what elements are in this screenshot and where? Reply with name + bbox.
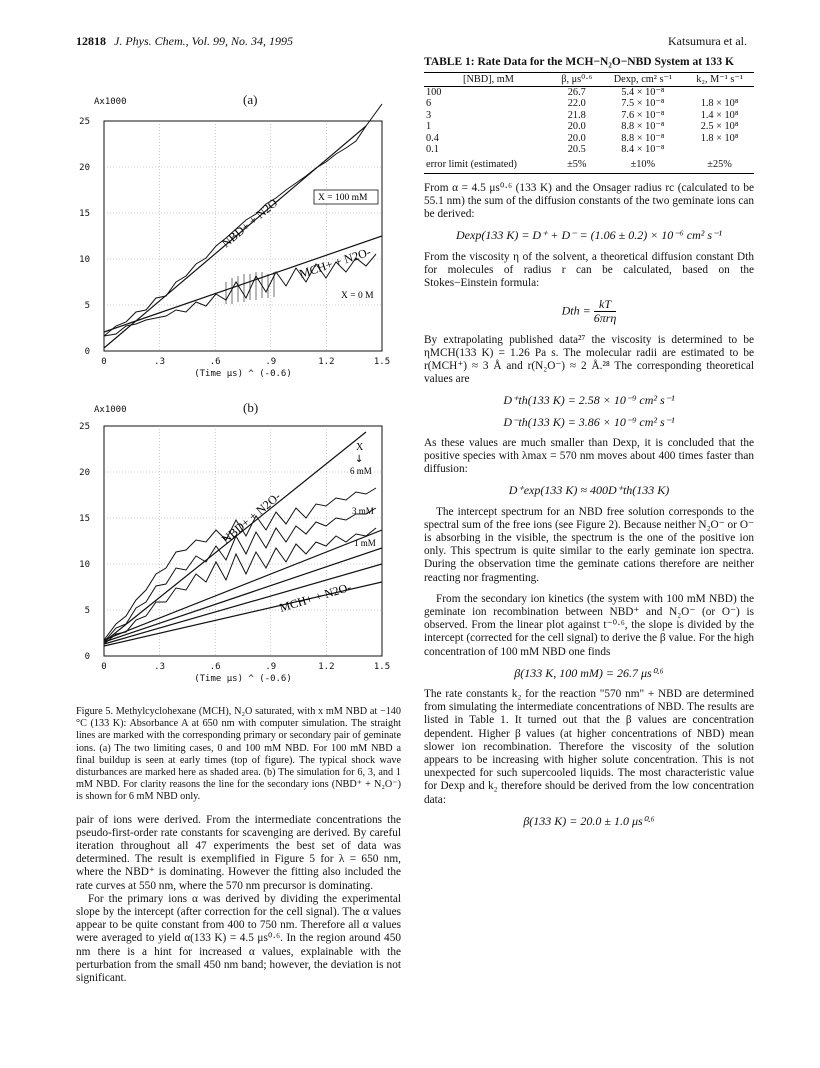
equation: β(133 K, 100 mM) = 26.7 μs⁰·⁶ <box>514 665 664 680</box>
y-tick: 20 <box>79 163 90 173</box>
table-header-row <box>424 72 754 86</box>
panel-b-label: (b) <box>243 402 259 415</box>
panel-a-y-ticks <box>79 117 90 357</box>
annotation-nbd-n2o-b: NBD+ + N2O- <box>218 489 284 547</box>
fraction <box>594 298 617 325</box>
mch-fit-line <box>104 236 382 332</box>
equation-lhs: Dth = <box>561 303 591 318</box>
running-header <box>76 34 293 49</box>
equation: Dexp(133 K) = D⁺ + D⁻ = (1.06 ± 0.2) × 10⁻⁶ cm² s⁻¹ <box>456 228 722 243</box>
table-row <box>424 133 754 144</box>
table-cell: 7.5 × 10⁻⁸ <box>621 98 665 110</box>
table-cell: 0.1 <box>426 143 439 155</box>
annotation-mch-n2o-b: MCH+ + N2O- <box>277 579 353 615</box>
table-cell: 20.0 <box>567 132 586 144</box>
table-cell: 22.0 <box>567 98 586 110</box>
left-column <box>76 86 401 985</box>
x-tick: 1.2 <box>318 357 335 367</box>
table-cell: 6 <box>426 98 432 110</box>
header-authors: Katsumura et al. <box>668 34 747 48</box>
table-cell: 2.5 × 10⁸ <box>700 121 739 133</box>
y-tick: 25 <box>79 422 90 432</box>
panel-b-x-ticks <box>101 662 390 684</box>
y-tick: 20 <box>79 468 90 478</box>
panel-a-x-label: (Time μs) ^ (-0.6) <box>194 369 292 379</box>
rate-data-table <box>424 72 754 174</box>
table-cell: 20.5 <box>567 143 586 155</box>
annotation-nbd-n2o: NBD+ + N2O- <box>218 193 284 251</box>
x-tick: .6 <box>209 662 221 672</box>
x-tick: 1.5 <box>373 662 391 672</box>
panel-b-frame <box>104 426 382 656</box>
annotation-mch-n2o: MCH+ + N2O- <box>297 244 373 281</box>
fraction-numerator: kT <box>594 298 617 312</box>
paragraph: As these values are much smaller than Dexp, it is concluded that the positive species with λmax = 570 nm moves about 400 times faster than diffusion: <box>424 436 754 476</box>
panel-b-x-label: (Time μs) ^ (-0.6) <box>194 674 292 684</box>
figure-panel-a-plot <box>76 86 401 386</box>
page-number: 12818 <box>76 34 106 48</box>
y-tick: 5 <box>84 606 90 616</box>
table-header: β, μs⁰·⁶ <box>553 72 601 86</box>
figure-caption: Figure 5. Methylcyclohexane (MCH), N₂O saturated, with x mM NBD at −140 °C (133 K): Absorbance A at 650 nm with computer simulation. The straight lines are marked with the corresponding primary or secondary pair of geminate ions. (a) The two limiting cases, 0 and 100 mM NBD. For 100 mM NBD a final buildup is seen at early times (top of figure). The typical shock wave disturbances are marked here as shaded area. (b) The simulation for 6, 3, and 1 mM NBD. For clarity reasons the line for the secondary ions (NBD⁺ + N₂O⁻) is shown for 6 mM NBD only. <box>76 706 401 803</box>
annotation-6mM: 6 mM <box>350 466 372 476</box>
table-row <box>424 110 754 121</box>
paragraph: From the viscosity η of the solvent, a theoretical diffusion constant Dth for molecules of radius r can be calculated, based on the Stokes−Einstein formula: <box>424 250 754 289</box>
table-header: Dexp, cm² s⁻¹ <box>601 72 686 86</box>
equation: D⁻th(133 K) = 3.86 × 10⁻⁹ cm² s⁻¹ <box>503 414 675 429</box>
annotation-1mM: 1 mM <box>354 538 376 548</box>
y-tick: 5 <box>84 301 90 311</box>
fit-line-1mM <box>104 564 382 644</box>
paragraph: For the primary ions α was derived by dividing the experimental slope by the intercept (after correction for the cell signal). The α values appear to be quite constant from 400 to 750 nm. Therefore all α values were averaged to yield α(133 K) = 4.5 μs⁰·⁶. In the region around 450 nm there is a hint for increased α values, explainable with the perturbation from the small 450 nm band; however, the deviation is not significant. <box>76 892 401 985</box>
table-cell: ±5% <box>553 155 601 173</box>
table-header: [NBD], mM <box>424 72 553 86</box>
paragraph: By extrapolating published data²⁷ the viscosity is determined to be ηMCH(133 K) = 1.26 Pa s. The molecular radii are estimated to be r(MCH⁺) ≈ 3 Å and r(N₂O⁻) ≈ 2 Å.²⁸ The corresponding theoretical values are <box>424 333 754 386</box>
annotation-3mM: 3 mM <box>352 506 374 516</box>
journal-citation: J. Phys. Chem., Vol. 99, No. 34, 1995 <box>114 34 293 48</box>
table-row <box>424 121 754 132</box>
x-tick: .9 <box>265 662 277 672</box>
y-tick: 0 <box>84 347 90 357</box>
right-column <box>424 56 754 836</box>
paragraph: pair of ions were derived. From the intermediate concentrations the pseudo-first-order rate constants for scavenging are derived. By careful iteration throughout all 47 experiments the best set of data was determined. The result is exemplified in Figure 5 for λ = 650 nm, where the NBD⁺ is dominating. However the fitting also included the rate curves at 550 nm, where the 570 nm precursor is dominating. <box>76 813 401 892</box>
panel-b-y-label: Ax1000 <box>94 405 127 415</box>
table-row <box>424 98 754 109</box>
x-tick: 0 <box>101 357 107 367</box>
equation-stokes-einstein <box>424 298 754 325</box>
table-cell <box>685 144 754 155</box>
table-cell: 3 <box>426 109 432 121</box>
panel-a-y-label: Ax1000 <box>94 97 127 107</box>
panel-b-y-ticks <box>79 422 90 662</box>
y-tick: 10 <box>79 560 90 570</box>
table-cell: 1 <box>426 121 432 133</box>
table-row <box>424 86 754 98</box>
table-cell: 100 <box>426 86 442 98</box>
table-cell: 26.7 <box>567 86 586 98</box>
equation: β(133 K) = 20.0 ± 1.0 μs⁰·⁶ <box>523 813 655 828</box>
table-cell: 20.0 <box>567 121 586 133</box>
paragraph: From the secondary ion kinetics (the system with 100 mM NBD) the geminate ion recombination between NBD⁺ and N₂O⁻ (or O⁻) is observed. From the linear plot against t⁻⁰·⁶, the slope is divided by the intercept (corrected for the cell signal) to derive the β value. For the high concentration of 100 mM NBD one finds <box>424 592 754 658</box>
figure-panel-b <box>76 402 401 702</box>
table-cell: 21.8 <box>567 109 586 121</box>
x-tick: 1.5 <box>373 357 391 367</box>
x-tick: 1.2 <box>318 662 335 672</box>
table-cell: error limit (estimated) <box>424 155 553 173</box>
y-tick: 10 <box>79 255 90 265</box>
table-error-row <box>424 155 754 173</box>
y-tick: 0 <box>84 652 90 662</box>
table-cell <box>685 86 754 98</box>
table-cell: 1.8 × 10⁸ <box>700 132 739 144</box>
annotation-x-b: X <box>356 442 364 453</box>
table-cell: 1.4 × 10⁸ <box>700 109 739 121</box>
table-cell: ±10% <box>601 155 686 173</box>
table-cell: ±25% <box>685 155 754 173</box>
x-tick: .3 <box>154 662 166 672</box>
x-tick: .9 <box>265 357 277 367</box>
paragraph: The rate constants k₂ for the reaction "570 nm" + NBD are determined from simulating the intermediate concentrations of NBD. The results are listed in Table 1. It turned out that the β values are concentration dependent. Higher β values (at higher concentrations of NBD) mean slower ion recombination. Therefore the viscosity of the solution appears to be increasing with higher solute concentration. This is not unexpected for such supercooled liquids. The most characteristic value for Dexp and k₂ therefore should be derived from the low concentration data: <box>424 688 754 806</box>
table-title: TABLE 1: Rate Data for the MCH−N₂O−NBD System at 133 K <box>424 56 734 68</box>
table-cell: 8.8 × 10⁻⁸ <box>621 121 665 133</box>
table-cell: 5.4 × 10⁻⁸ <box>621 86 665 98</box>
paragraph: The intercept spectrum for an NBD free solution corresponds to the spectral sum of the free ions (see Figure 2). Because neither N₂O⁻ or O⁻ is absorbing in the visible, the spectrum is the one of the positive ion only. This spectrum is quite similar to the early geminate ion spectra. During the observation time the geminate cations therefore are neither reacting nor fragmenting. <box>424 505 754 584</box>
arrow-down-icon: ↓ <box>355 454 364 465</box>
equation: D⁺th(133 K) = 2.58 × 10⁻⁹ cm² s⁻¹ <box>503 393 675 408</box>
panel-a-x-ticks <box>101 357 390 379</box>
y-tick: 15 <box>79 209 90 219</box>
x-tick: .3 <box>154 357 166 367</box>
annotation-x-100mM: X = 100 mM <box>318 193 368 203</box>
y-tick: 15 <box>79 514 90 524</box>
equation: D⁺exp(133 K) ≈ 400D⁺th(133 K) <box>508 483 670 498</box>
table-row <box>424 144 754 155</box>
table-cell: 7.6 × 10⁻⁸ <box>621 109 665 121</box>
annotation-x-0M: X = 0 M <box>341 291 374 301</box>
table-cell: 8.8 × 10⁻⁸ <box>621 132 665 144</box>
table-cell: 0.4 <box>426 132 439 144</box>
figure-panel-b-plot <box>76 402 401 702</box>
table-header: k₂, M⁻¹ s⁻¹ <box>685 72 754 86</box>
left-body-text <box>76 814 401 986</box>
x-tick: 0 <box>101 662 107 672</box>
paragraph: From α = 4.5 μs⁰·⁶ (133 K) and the Onsager radius rc (calculated to be 55.1 nm) the sum of the diffusion constants of the two geminate ions can be derived: <box>424 181 754 221</box>
panel-a-label: (a) <box>243 92 258 107</box>
fraction-denominator: 6πrη <box>593 311 617 326</box>
x-tick: .6 <box>209 357 221 367</box>
table-cell: 1.8 × 10⁸ <box>700 98 739 110</box>
figure-panel-a <box>76 86 401 386</box>
panel-b-grid <box>104 426 382 656</box>
table-cell: 8.4 × 10⁻⁸ <box>621 143 665 155</box>
y-tick: 25 <box>79 117 90 127</box>
